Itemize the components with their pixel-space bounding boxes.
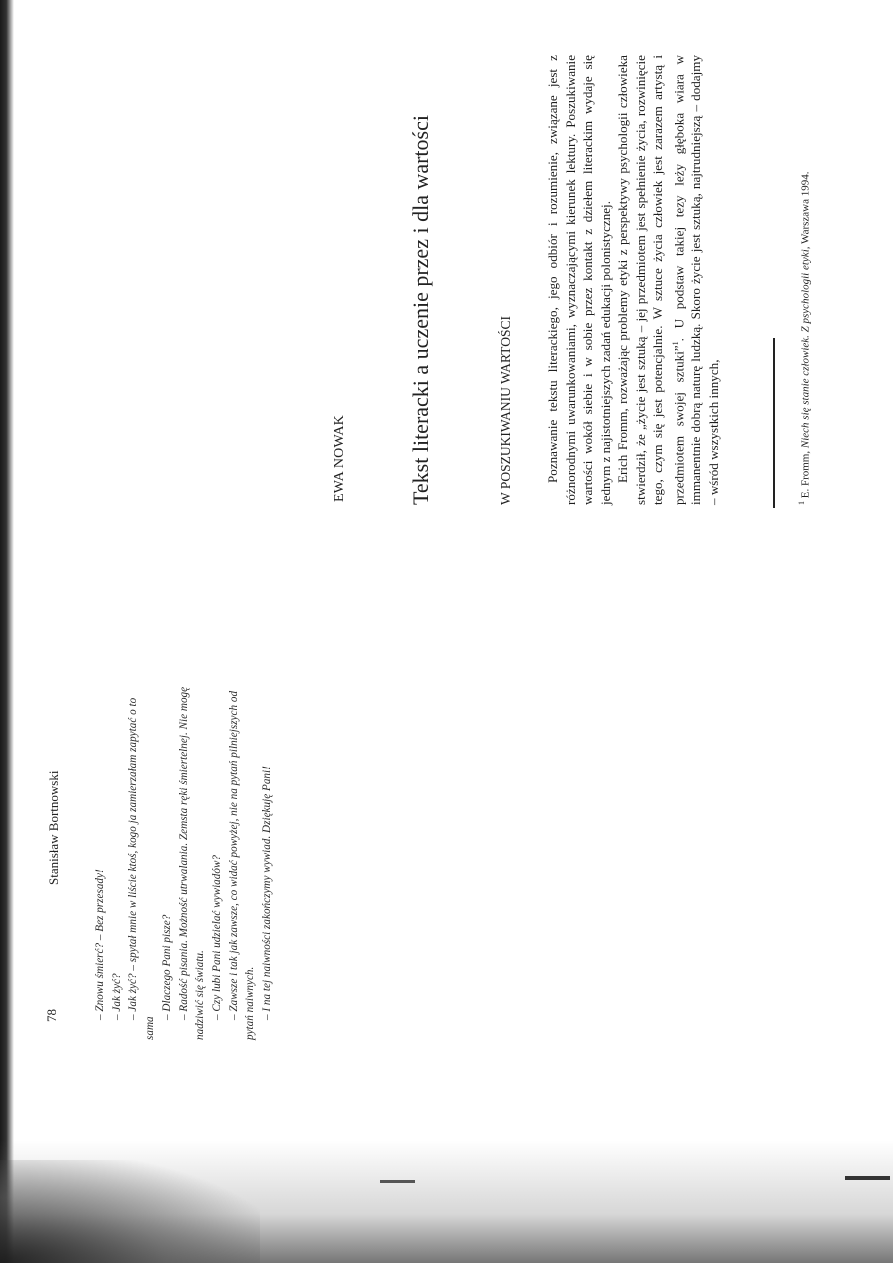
interview-dialogue	[92, 687, 276, 1040]
body-text: . U podstaw takiej tezy leży głęboka wiara w immanentnie dobrą naturę ludzką. Skoro życie jest sztuką, najtrudniejszą – dodajmy – wśród wszystkich innych,	[670, 55, 721, 505]
footnote-title: Niech się stanie człowiek. Z psychologii etyki,	[799, 246, 812, 449]
dialogue-line: nadziwić się światu.	[194, 950, 207, 1040]
dialogue-line: – Jak żyć?	[110, 973, 123, 1020]
body-paragraph	[614, 55, 722, 505]
dialogue-line: sama	[144, 1016, 157, 1040]
dialogue-line: – Jak żyć? – spytał mnie w liście ktoś, kogo ja zamierzałam zapytać o to	[127, 697, 140, 1020]
scan-corner-shadow	[0, 1160, 260, 1263]
page-edge-mark-right	[845, 1176, 890, 1180]
article-author: EWA NOWAK	[332, 415, 347, 502]
footnote-marker: 1	[670, 341, 680, 346]
section-heading: W POSZUKIWANIU WARTOŚCI	[498, 316, 513, 505]
article-body	[544, 55, 722, 505]
dialogue-line: – Dlaczego Pani pisze?	[160, 914, 173, 1020]
dialogue-line: – Zawsze i tak jak zawsze, co widać powyżej, nie na pytań pilniejszych od	[227, 690, 240, 1020]
body-text: Erich Fromm, rozważając problemy etyki z perspektywy psychologii człowieka stwierdził, że „życie jest sztuką – jej przedmiotem jest spełnienie życia, rozwinięcie tego, czym się jest potencjalnie. W sztuce życia człowiek jest zarazem artystą i przedmiotem swojej sztuki”	[615, 55, 686, 505]
running-head: Stanisław Bortnowski	[46, 770, 61, 885]
page-number: 78	[44, 1009, 59, 1022]
footnote-author: E. Fromm,	[799, 450, 812, 499]
footnote-place: Warszawa 1994.	[799, 171, 812, 244]
dialogue-line: – Czy lubi Pani udzielać wywiadów?	[210, 854, 223, 1020]
article-title: Tekst literacki a uczenie przez i dla wartości	[408, 115, 433, 505]
scan-binding-edge	[0, 0, 14, 1263]
dialogue-line: – Znowu śmierć? – Bez przesady!	[94, 869, 106, 1020]
footnote	[797, 172, 812, 505]
dialogue-line: – Radość pisania. Możność utrwalania. Zemsta ręki śmiertelnej. Nie mogę	[177, 686, 190, 1020]
body-paragraph: Poznawanie tekstu literackiego, jego odbiór i rozumienie, związane jest z różnorodnymi uwarunkowaniami, wyznaczającymi kierunek lektury. Poszukiwanie wartości wokół siebie i w sobie przez kontakt z dziełem literackim wydaje się jednym z najistotniejszych zadań edukacji polonistycznej.	[545, 55, 613, 505]
dialogue-line: – I na tej naiwności zakończymy wywiad. Dziękuję Pani!	[261, 766, 274, 1020]
footnote-separator	[773, 338, 775, 508]
page-edge-mark	[380, 1180, 415, 1183]
dialogue-line: pytań naiwnych.	[244, 966, 257, 1040]
footnote-number: 1	[797, 501, 806, 505]
